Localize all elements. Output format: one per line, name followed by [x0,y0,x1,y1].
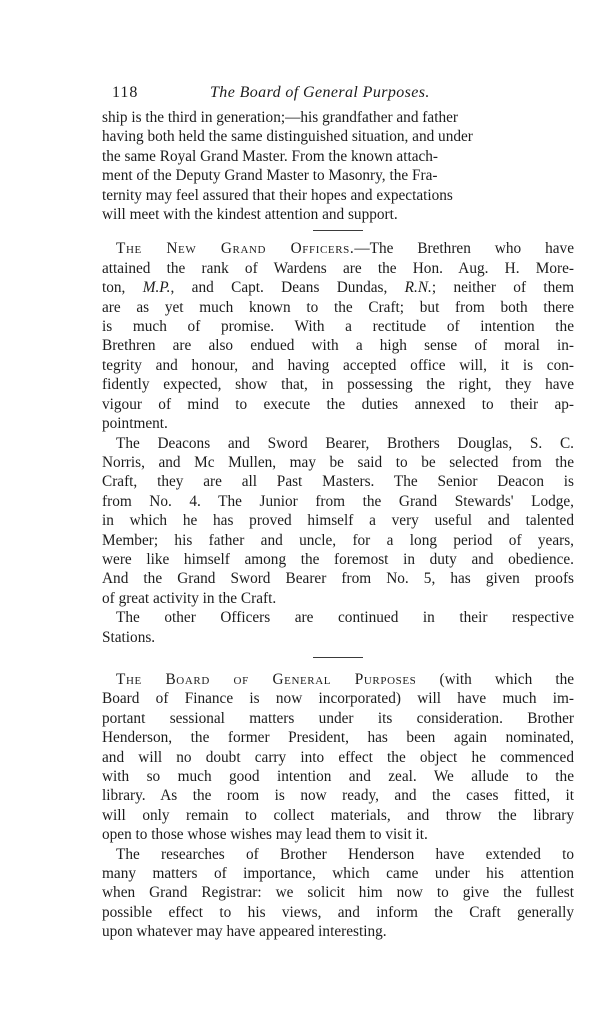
text-line: ship is the third in generation;—his grandfather and father [102,109,458,126]
officers-paragraph-1 [102,239,574,433]
new-grand-officers-section [102,239,574,647]
officers-paragraph-2 [102,434,574,609]
text-line: pointment. [102,415,168,433]
text-line: were like himself among the foremost in duty and obedience. [102,550,574,568]
board-paragraph-1 [102,670,574,845]
text-line: ment of the Deputy Grand Master to Masonry, the Fra- [102,167,438,185]
board-paragraph-2 [102,845,574,942]
page-number: 118 [112,84,139,101]
text-line: Norris, and Mc Mullen, may be said to be selected from the [102,453,574,471]
text-line: is much of promise. With a rectitude of intention the [102,318,574,336]
text-line: ton, M.P., and Capt. Deans Dundas, R.N.; neither of them [102,279,574,297]
text-line: fidently expected, show that, in possessing the right, they have [102,376,574,394]
text-line: when Grand Registrar: we solicit him now to give the fullest [102,884,574,902]
text-line: And the Grand Sword Bearer from No. 5, has given proofs [102,570,574,588]
officers-paragraph-3 [102,608,574,647]
text-line: attained the rank of Wardens are the Hon. Aug. H. More- [102,259,574,277]
continuation-paragraph [102,108,574,224]
text-line: Brethren are also endued with a high sense of moral in- [102,337,574,355]
text-line: library. As the room is now ready, and the cases fitted, it [102,787,574,805]
text-line: Stations. [102,628,156,646]
text-line: the same Royal Grand Master. From the known attach- [102,147,439,165]
text-fragment: (with which the [439,670,575,688]
book-page [102,82,574,942]
text-line: will only remain to collect materials, and throw the library [102,806,574,824]
text-line: will meet with the kindest attention and support. [102,206,398,224]
text-line: open to those whose wishes may lead them to visit it. [102,826,428,844]
text-line: having both held the same distinguished situation, and under [102,128,473,146]
text-line: portant sessional matters under its consideration. Brother [102,709,574,727]
text-line: Member; his father and uncle, for a long period of years, [102,531,574,549]
text-line: upon whatever may have appeared interesting. [102,923,387,941]
text-line [102,239,574,258]
section-divider [313,230,363,231]
text-line: in which he has proved himself a very useful and talented [102,512,574,530]
text-line: with so much good intention and zeal. We allude to the [102,768,574,785]
section-heading-board-of-general-purposes: The Board of General Purposes [116,670,417,688]
running-title: The Board of General Purposes. [210,84,430,101]
text-line: The other Officers are continued in their respective [116,609,574,627]
text-line: many matters of importance, which came under his attention [102,865,574,883]
text-line: and will no doubt carry into effect the object he commenced [102,748,574,766]
text-line: Craft, they are all Past Masters. The Senior Deacon is [102,473,574,491]
text-line: Henderson, the former President, has been again nominated, [102,729,574,747]
text-fragment: —The Brethren who have [354,240,574,258]
text-line: ternity may feel assured that their hopes and expectations [102,186,453,204]
text-line: The Deacons and Sword Bearer, Brothers Douglas, S. C. [116,434,574,452]
text-line: vigour of mind to execute the duties annexed to their ap- [102,395,574,413]
text-line: Board of Finance is now incorporated) will have much im- [102,690,574,708]
section-heading-new-grand-officers: The New Grand Officers. [116,240,355,258]
board-of-general-purposes-section [102,670,574,942]
text-line: possible effect to his views, and inform the Craft generally [102,903,574,921]
page-header [102,82,574,108]
text-line [102,670,574,689]
text-line: from No. 4. The Junior from the Grand Stewards' Lodge, [102,492,574,510]
text-line: are as yet much known to the Craft; but from both there [102,298,574,316]
text-line: tegrity and honour, and having accepted office will, it is con- [102,356,574,374]
text-line: The researches of Brother Henderson have extended to [116,845,574,863]
section-divider [313,657,363,658]
text-line: of great activity in the Craft. [102,589,277,607]
